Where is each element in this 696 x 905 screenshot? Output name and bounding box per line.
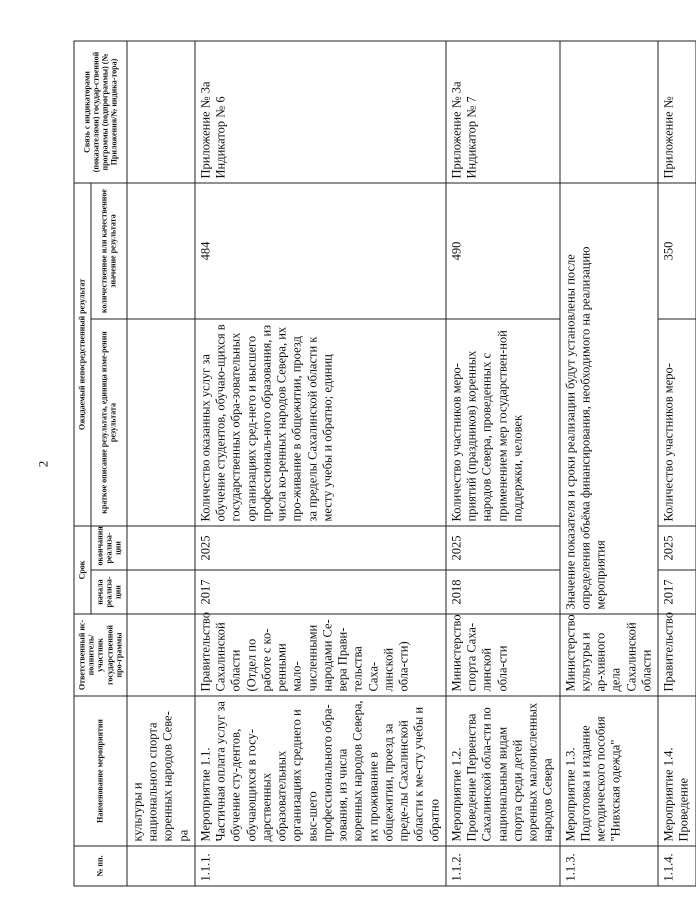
header-end: окончания реализа-ции — [91, 526, 127, 570]
header-result: Ожидаемый непосредственный результат — [74, 183, 91, 526]
cell-responsible: Министерство культуры и ар-хивного дела Сахалинской области — [560, 614, 659, 696]
header-responsible: Ответственный ис-полнитель/участник государственной про-граммы — [74, 614, 127, 696]
header-name: Наименование мероприятия — [74, 696, 127, 846]
cell-name: Мероприятие 1.1. Частичная оплата услуг за обучение сту-дентов, обучающихся в госу-дарственных образовательных организациях среднего и выс-шего профессионального обра-зования, из числа коренных народов Севера, их проживание в общежитии, проезд за преде-лы Сахалинской области к ме-сту учебы и обратно — [195, 696, 446, 846]
cell-responsible: Правительство Сахалинской области (Отдел по работе с ко-ренными мало-численными народами Се-вера Прави-тельства Саха-линской обла-сти) — [195, 614, 446, 696]
cell-value: 350 — [658, 183, 696, 319]
header-row-1 — [74, 41, 91, 886]
cell-desc — [127, 319, 195, 526]
cell-value: 484 — [195, 183, 446, 319]
cell-name: культуры и национального спорта коренных народов Севе-ра — [127, 696, 195, 846]
cell-link: Приложение № — [658, 41, 696, 183]
cell-num: 1.1.1. — [195, 846, 446, 886]
rotated-content — [35, 42, 691, 887]
cell-start: 2017 — [658, 570, 696, 614]
cell-value: 490 — [446, 183, 560, 319]
measures-table — [74, 41, 696, 887]
cell-merged-note: Значение показателя и сроки реализации будут установлены после определения объёма финансирования, необходимого на реализацию мероприятия — [560, 183, 659, 614]
cell-desc: Количество участников меро-приятий (праздников) коренных народов Севера, проведенных с применением мер государствен-ной поддержки, человек — [446, 319, 560, 526]
header-start: начала реализа-ции — [91, 570, 127, 614]
header-value: количественное или качественное значение результата — [91, 183, 127, 319]
cell-start — [127, 570, 195, 614]
cell-num: 1.1.4. — [658, 846, 696, 886]
cell-name: Мероприятие 1.4. Проведение — [658, 696, 696, 846]
cell-end: 2025 — [446, 526, 560, 570]
table-row — [560, 41, 659, 886]
cell-end: 2025 — [195, 526, 446, 570]
cell-name: Мероприятие 1.3. Подготовка и издание методического пособия "Нивхская одежда" — [560, 696, 659, 846]
cell-start: 2018 — [446, 570, 560, 614]
table-row — [127, 41, 195, 886]
cell-num — [127, 846, 195, 886]
header-term: Срок — [74, 526, 91, 614]
cell-responsible: Министерство спорта Саха-линской обла-сти — [446, 614, 560, 696]
cell-responsible — [127, 614, 195, 696]
cell-num: 1.1.3. — [560, 846, 659, 886]
cell-desc: Количество участников меро- — [658, 319, 696, 526]
cell-end: 2025 — [658, 526, 696, 570]
cell-end — [127, 526, 195, 570]
cell-start: 2017 — [195, 570, 446, 614]
cell-desc: Количество оказанных услуг за обучение студентов, обучаю-щихся в государственных обра-зовательных организациях сред-него и высшего профессиональ-ного образования, из числа ко-ренных народов Севера, их про-живание в общежитии, проезд за пределы Сахалинской области к месту учебы и обратно; единиц — [195, 319, 446, 526]
cell-value — [127, 183, 195, 319]
table-row — [446, 41, 560, 886]
table-row — [195, 41, 446, 886]
cell-link — [127, 41, 195, 183]
cell-num: 1.1.2. — [446, 846, 560, 886]
cell-link: Приложение № 3а Индикатор № 6 — [195, 41, 446, 183]
page-number: 2 — [35, 460, 51, 468]
cell-link — [560, 41, 659, 183]
cell-link: Приложение № 3а Индикатор № 7 — [446, 41, 560, 183]
header-link: Связь с индикаторами (показателями) государ-ственной программы (подпрограммы) (№ Приложения/№ индика-тора) — [74, 41, 127, 183]
cell-name: Мероприятие 1.2. Проведение Первенства Сахалинской обла-сти по национальным видам спорта среди детей коренных малочисленных народов Севера — [446, 696, 560, 846]
table-row — [658, 41, 696, 886]
cell-responsible: Правительство — [658, 614, 696, 696]
header-desc: краткое описание результата, единица изме-рения результата — [91, 319, 127, 526]
header-num: № пп. — [74, 846, 127, 886]
